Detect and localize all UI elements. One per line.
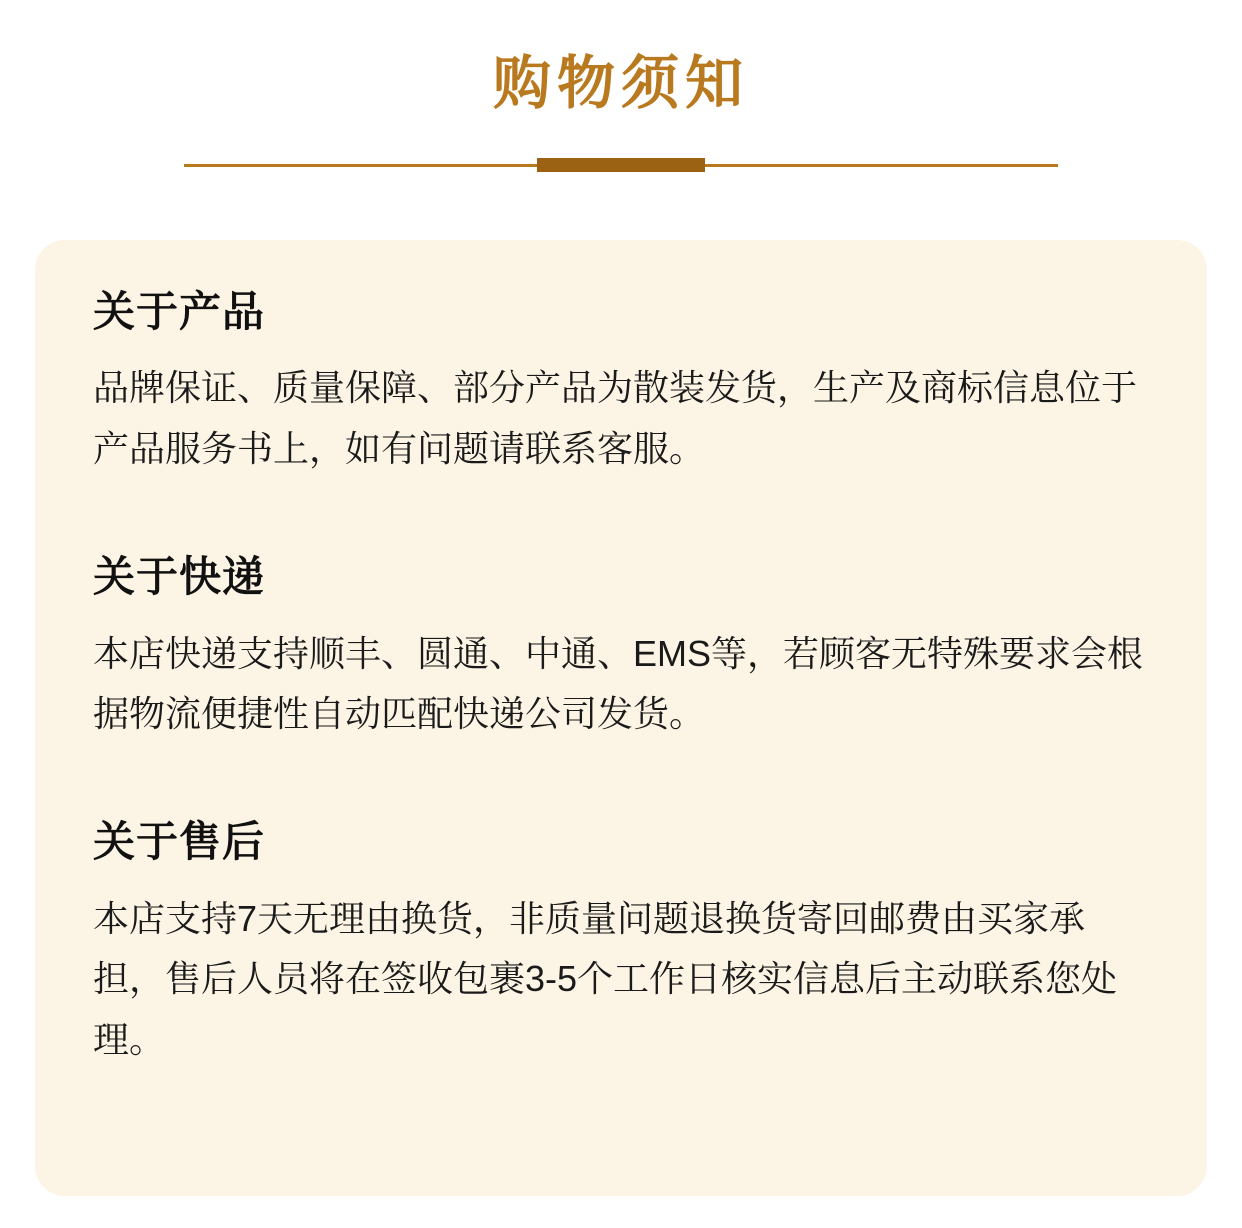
section-heading: 关于产品: [93, 288, 266, 335]
page-title: 购物须知: [492, 51, 749, 116]
page-header: [0, 0, 1242, 172]
section-body: 品牌保证、质量保障、部分产品为散装发货，生产及商标信息位于产品服务书上，如有问题请联系客服。: [93, 367, 1138, 469]
section-body: 本店支持7天无理由换货，非质量问题退换货寄回邮费由买家承担，售后人员将在签收包裹3-5个工作日核实信息后主动联系您处理。: [93, 897, 1118, 1060]
notice-card: [35, 240, 1207, 1196]
divider-center-block: [537, 158, 705, 172]
section-about-shipping: [93, 553, 1149, 744]
section-heading: 关于快递: [93, 553, 266, 601]
section-body: 本店快递支持顺丰、圆通、中通、EMS等，若顾客无特殊要求会根据物流便捷性自动匹配快递公司发货。: [93, 632, 1144, 734]
section-spacer: [93, 790, 1149, 818]
section-about-product: [93, 288, 1149, 479]
section-after-sales: [93, 818, 1149, 1070]
title-divider: [184, 158, 1058, 172]
section-heading: 关于售后: [93, 818, 266, 866]
section-spacer: [93, 525, 1149, 553]
